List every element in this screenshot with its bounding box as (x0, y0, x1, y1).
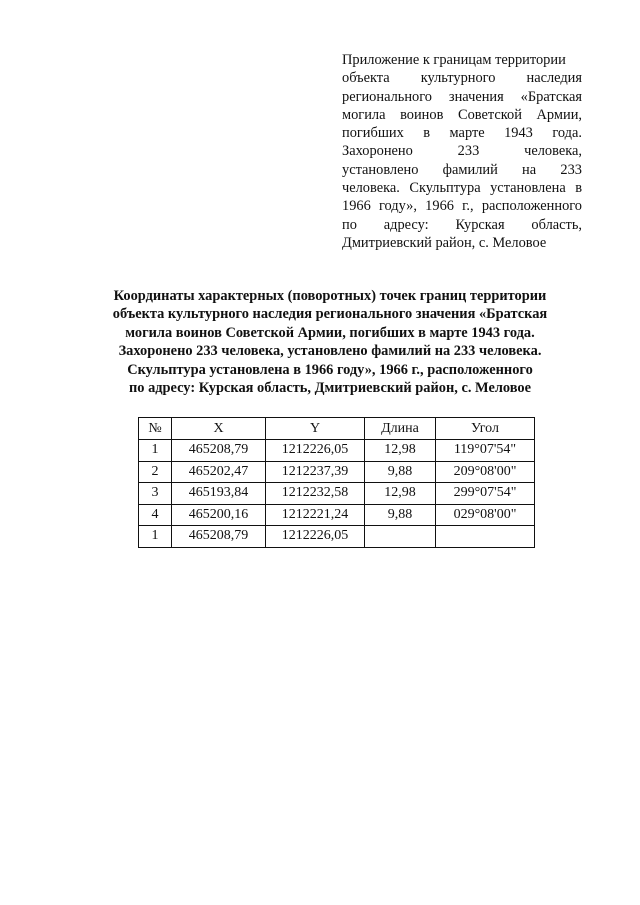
cell-angle: 119°07'54" (436, 440, 535, 462)
cell-length: 12,98 (365, 440, 436, 462)
table-row (139, 483, 535, 505)
cell-length: 12,98 (365, 483, 436, 505)
title-line: Скульптура установлена в 1966 году», 1966 г., расположенного (127, 361, 533, 378)
appendix-line: погибших в марте 1943 года. (342, 125, 582, 142)
header-angle: Угол (436, 418, 535, 440)
cell-length: 9,88 (365, 504, 436, 526)
cell-length: 9,88 (365, 461, 436, 483)
title-line: могила воинов Советской Армии, погибших в марте 1943 года. (125, 324, 535, 341)
cell-angle: 209°08'00" (436, 461, 535, 483)
header-length: Длина (365, 418, 436, 440)
cell-y: 1212232,58 (266, 483, 365, 505)
cell-y: 1212226,05 (266, 526, 365, 548)
cell-number: 2 (139, 461, 172, 483)
cell-number: 1 (139, 526, 172, 548)
appendix-line: Дмитриевский район, с. Меловое (342, 234, 547, 251)
cell-number: 3 (139, 483, 172, 505)
appendix-line: могила воинов Советской Армии, (342, 106, 582, 123)
cell-number: 4 (139, 504, 172, 526)
table-row (139, 526, 535, 548)
appendix-line: Приложение к границам территории (342, 52, 566, 68)
cell-length (365, 526, 436, 548)
cell-x: 465202,47 (172, 461, 266, 483)
title-line: по адресу: Курская область, Дмитриевский район, с. Меловое (128, 380, 532, 397)
table-row (139, 504, 535, 526)
cell-number: 1 (139, 440, 172, 462)
header-y: Y (266, 418, 365, 440)
cell-x: 465193,84 (172, 483, 266, 505)
appendix-line: объекта культурного наследия (342, 70, 582, 87)
table-row (139, 440, 535, 462)
title-line: объекта культурного наследия регионального значения «Братская (112, 306, 548, 323)
table-header-row (139, 418, 535, 440)
cell-x: 465208,79 (172, 440, 266, 462)
appendix-line: Захоронено 233 человека, (342, 143, 582, 160)
cell-y: 1212221,24 (266, 504, 365, 526)
table-row (139, 461, 535, 483)
cell-y: 1212226,05 (266, 440, 365, 462)
cell-angle (436, 526, 535, 548)
appendix-line: по адресу: Курская область, (342, 216, 582, 233)
appendix-line: человека. Скульптура установлена в (342, 180, 582, 197)
title-line: Координаты характерных (поворотных) точек границ территории (113, 288, 547, 304)
title-line: Захоронено 233 человека, установлено фамилий на 233 человека. (118, 343, 542, 360)
appendix-line: регионального значения «Братская (342, 88, 582, 105)
header-x: X (172, 418, 266, 440)
coordinates-table (138, 417, 535, 548)
header-number: № (139, 418, 172, 440)
appendix-line: 1966 году», 1966 г., расположенного (342, 198, 582, 215)
cell-x: 465208,79 (172, 526, 266, 548)
cell-angle: 299°07'54" (436, 483, 535, 505)
cell-y: 1212237,39 (266, 461, 365, 483)
cell-x: 465200,16 (172, 504, 266, 526)
appendix-line: установлено фамилий на 233 (342, 161, 582, 178)
document-title (100, 287, 560, 397)
appendix-note (342, 51, 582, 252)
cell-angle: 029°08'00" (436, 504, 535, 526)
